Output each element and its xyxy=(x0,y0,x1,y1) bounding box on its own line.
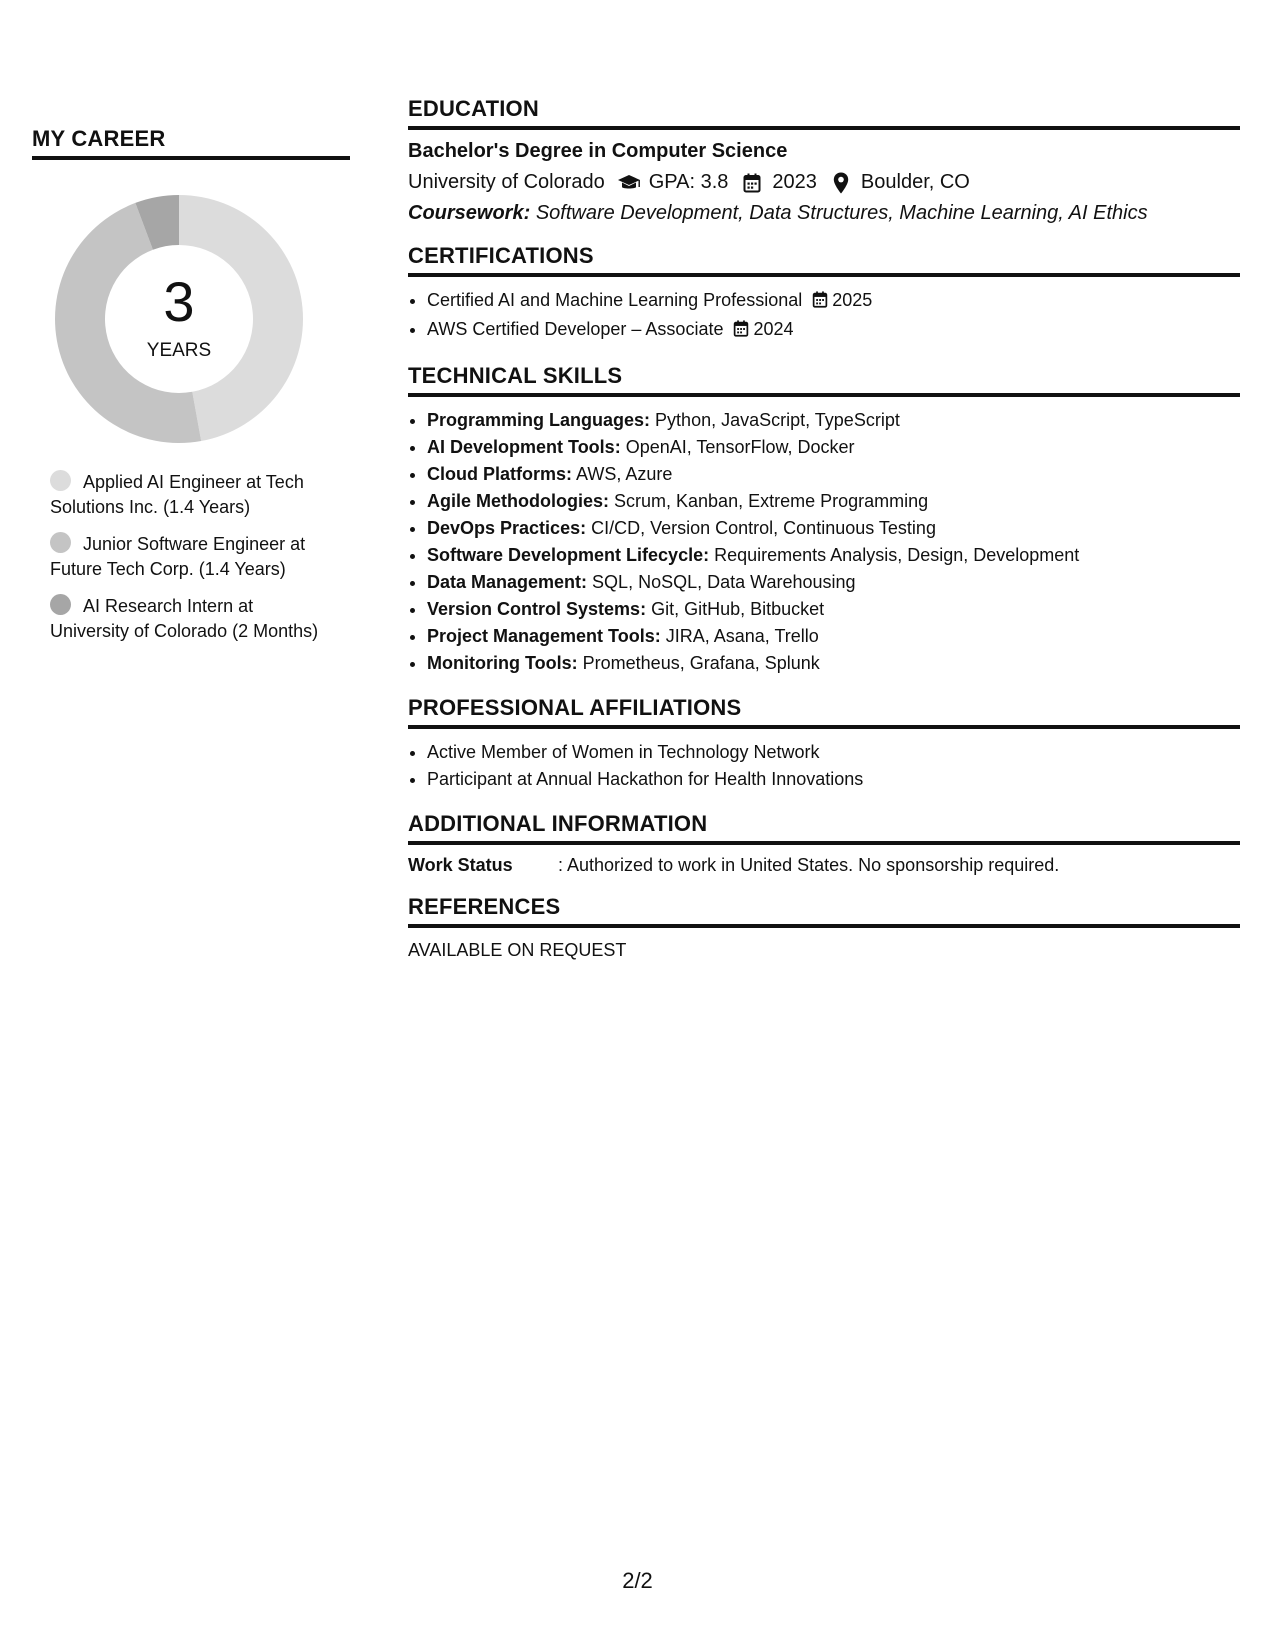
list-item xyxy=(427,623,1240,650)
list-item xyxy=(427,461,1240,488)
school-name: University of Colorado xyxy=(408,171,605,193)
skill-value: Prometheus, Grafana, Splunk xyxy=(582,653,820,673)
skill-label: Data Management: xyxy=(427,572,588,592)
donut-center xyxy=(54,194,304,444)
list-item: • Participant at Annual Hackathon for Health Innovations xyxy=(427,766,1240,793)
donut-total-value: 3 xyxy=(163,270,195,333)
skill-label: Project Management Tools: xyxy=(427,626,661,646)
certifications-title: CERTIFICATIONS xyxy=(408,243,1240,277)
legend-item xyxy=(50,532,330,582)
skill-value: OpenAI, TensorFlow, Docker xyxy=(625,437,855,457)
main-column xyxy=(408,96,1240,979)
references-text: AVAILABLE ON REQUEST xyxy=(408,940,627,960)
degree-title: Bachelor's Degree in Computer Science xyxy=(408,140,788,162)
additional-info-section xyxy=(408,811,1240,876)
skill-value: SQL, NoSQL, Data Warehousing xyxy=(592,572,856,592)
certifications-section xyxy=(408,243,1240,345)
skill-label: Programming Languages: xyxy=(427,410,651,430)
list-item xyxy=(427,407,1240,434)
skill-value: JIRA, Asana, Trello xyxy=(665,626,819,646)
certification-name: AWS Certified Developer – Associate xyxy=(427,319,724,339)
legend-dot xyxy=(50,532,71,553)
list-item xyxy=(427,488,1240,515)
skill-value: AWS, Azure xyxy=(576,464,673,484)
skill-label: DevOps Practices: xyxy=(427,518,587,538)
list-item xyxy=(427,542,1240,569)
work-status-value: : Authorized to work in United States. No sponsorship required. xyxy=(558,855,1060,875)
skill-value: Scrum, Kanban, Extreme Programming xyxy=(614,491,929,511)
skill-value: CI/CD, Version Control, Continuous Testing xyxy=(591,518,936,538)
coursework xyxy=(408,202,1240,225)
legend-label: Junior Software Engineer at Future Tech Corp. (1.4 Years) xyxy=(50,534,306,579)
skill-label: Software Development Lifecycle: xyxy=(427,545,710,565)
education-details xyxy=(408,171,1240,194)
skill-label: Monitoring Tools: xyxy=(427,653,578,673)
legend-dot xyxy=(50,470,71,491)
skill-value: Git, GitHub, Bitbucket xyxy=(651,599,825,619)
donut-total-unit: YEARS xyxy=(146,340,212,361)
certification-year: 2025 xyxy=(832,290,873,310)
skills-section xyxy=(408,363,1240,677)
legend-label: Applied AI Engineer at Tech Solutions Inc. (1.4 Years) xyxy=(50,472,304,517)
list-item xyxy=(427,596,1240,623)
list-item: • Active Member of Women in Technology Network xyxy=(427,739,1240,766)
career-donut-chart xyxy=(54,194,304,444)
graduation-year: 2023 xyxy=(772,171,817,193)
work-status-row xyxy=(408,855,1240,876)
references-title: REFERENCES xyxy=(408,894,1240,928)
career-title: MY CAREER xyxy=(32,126,350,160)
legend-dot xyxy=(50,594,71,615)
calendar-icon xyxy=(733,318,749,345)
certification-year: 2024 xyxy=(753,319,794,339)
work-status-label: Work Status xyxy=(408,855,513,875)
list-item xyxy=(427,569,1240,596)
additional-info-title: ADDITIONAL INFORMATION xyxy=(408,811,1240,845)
list-item xyxy=(427,316,1240,345)
coursework-label: Coursework: xyxy=(408,202,531,224)
calendar-icon xyxy=(740,172,764,194)
affiliations-section xyxy=(408,695,1240,793)
career-legend xyxy=(50,470,330,644)
legend-item xyxy=(50,470,330,520)
legend-label: AI Research Intern at University of Colorado (2 Months) xyxy=(50,596,319,641)
list-item xyxy=(427,287,1240,316)
list-item xyxy=(427,515,1240,542)
calendar-icon xyxy=(812,289,828,316)
skill-label: Cloud Platforms: xyxy=(427,464,573,484)
career-column xyxy=(32,126,350,656)
skills-list xyxy=(408,407,1240,677)
skill-label: AI Development Tools: xyxy=(427,437,621,457)
education-section xyxy=(408,96,1240,225)
references-section xyxy=(408,894,1240,961)
affiliations-list xyxy=(408,739,1240,793)
page-indicator: 2/2 xyxy=(622,1568,653,1593)
certification-name: Certified AI and Machine Learning Professional xyxy=(427,290,803,310)
graduation-cap-icon xyxy=(617,172,641,194)
certifications-list xyxy=(408,287,1240,345)
skill-value: Requirements Analysis, Design, Development xyxy=(714,545,1080,565)
legend-item xyxy=(50,594,330,644)
skill-value: Python, JavaScript, TypeScript xyxy=(655,410,900,430)
gpa: GPA: 3.8 xyxy=(648,171,729,193)
list-item xyxy=(427,434,1240,461)
skill-label: Version Control Systems: xyxy=(427,599,647,619)
affiliations-title: PROFESSIONAL AFFILIATIONS xyxy=(408,695,1240,729)
skills-title: TECHNICAL SKILLS xyxy=(408,363,1240,397)
skill-label: Agile Methodologies: xyxy=(427,491,609,511)
map-pin-icon xyxy=(829,172,853,194)
list-item xyxy=(427,650,1240,677)
coursework-list: Software Development, Data Structures, Machine Learning, AI Ethics xyxy=(535,202,1148,224)
school-location: Boulder, CO xyxy=(860,171,970,193)
education-title: EDUCATION xyxy=(408,96,1240,130)
